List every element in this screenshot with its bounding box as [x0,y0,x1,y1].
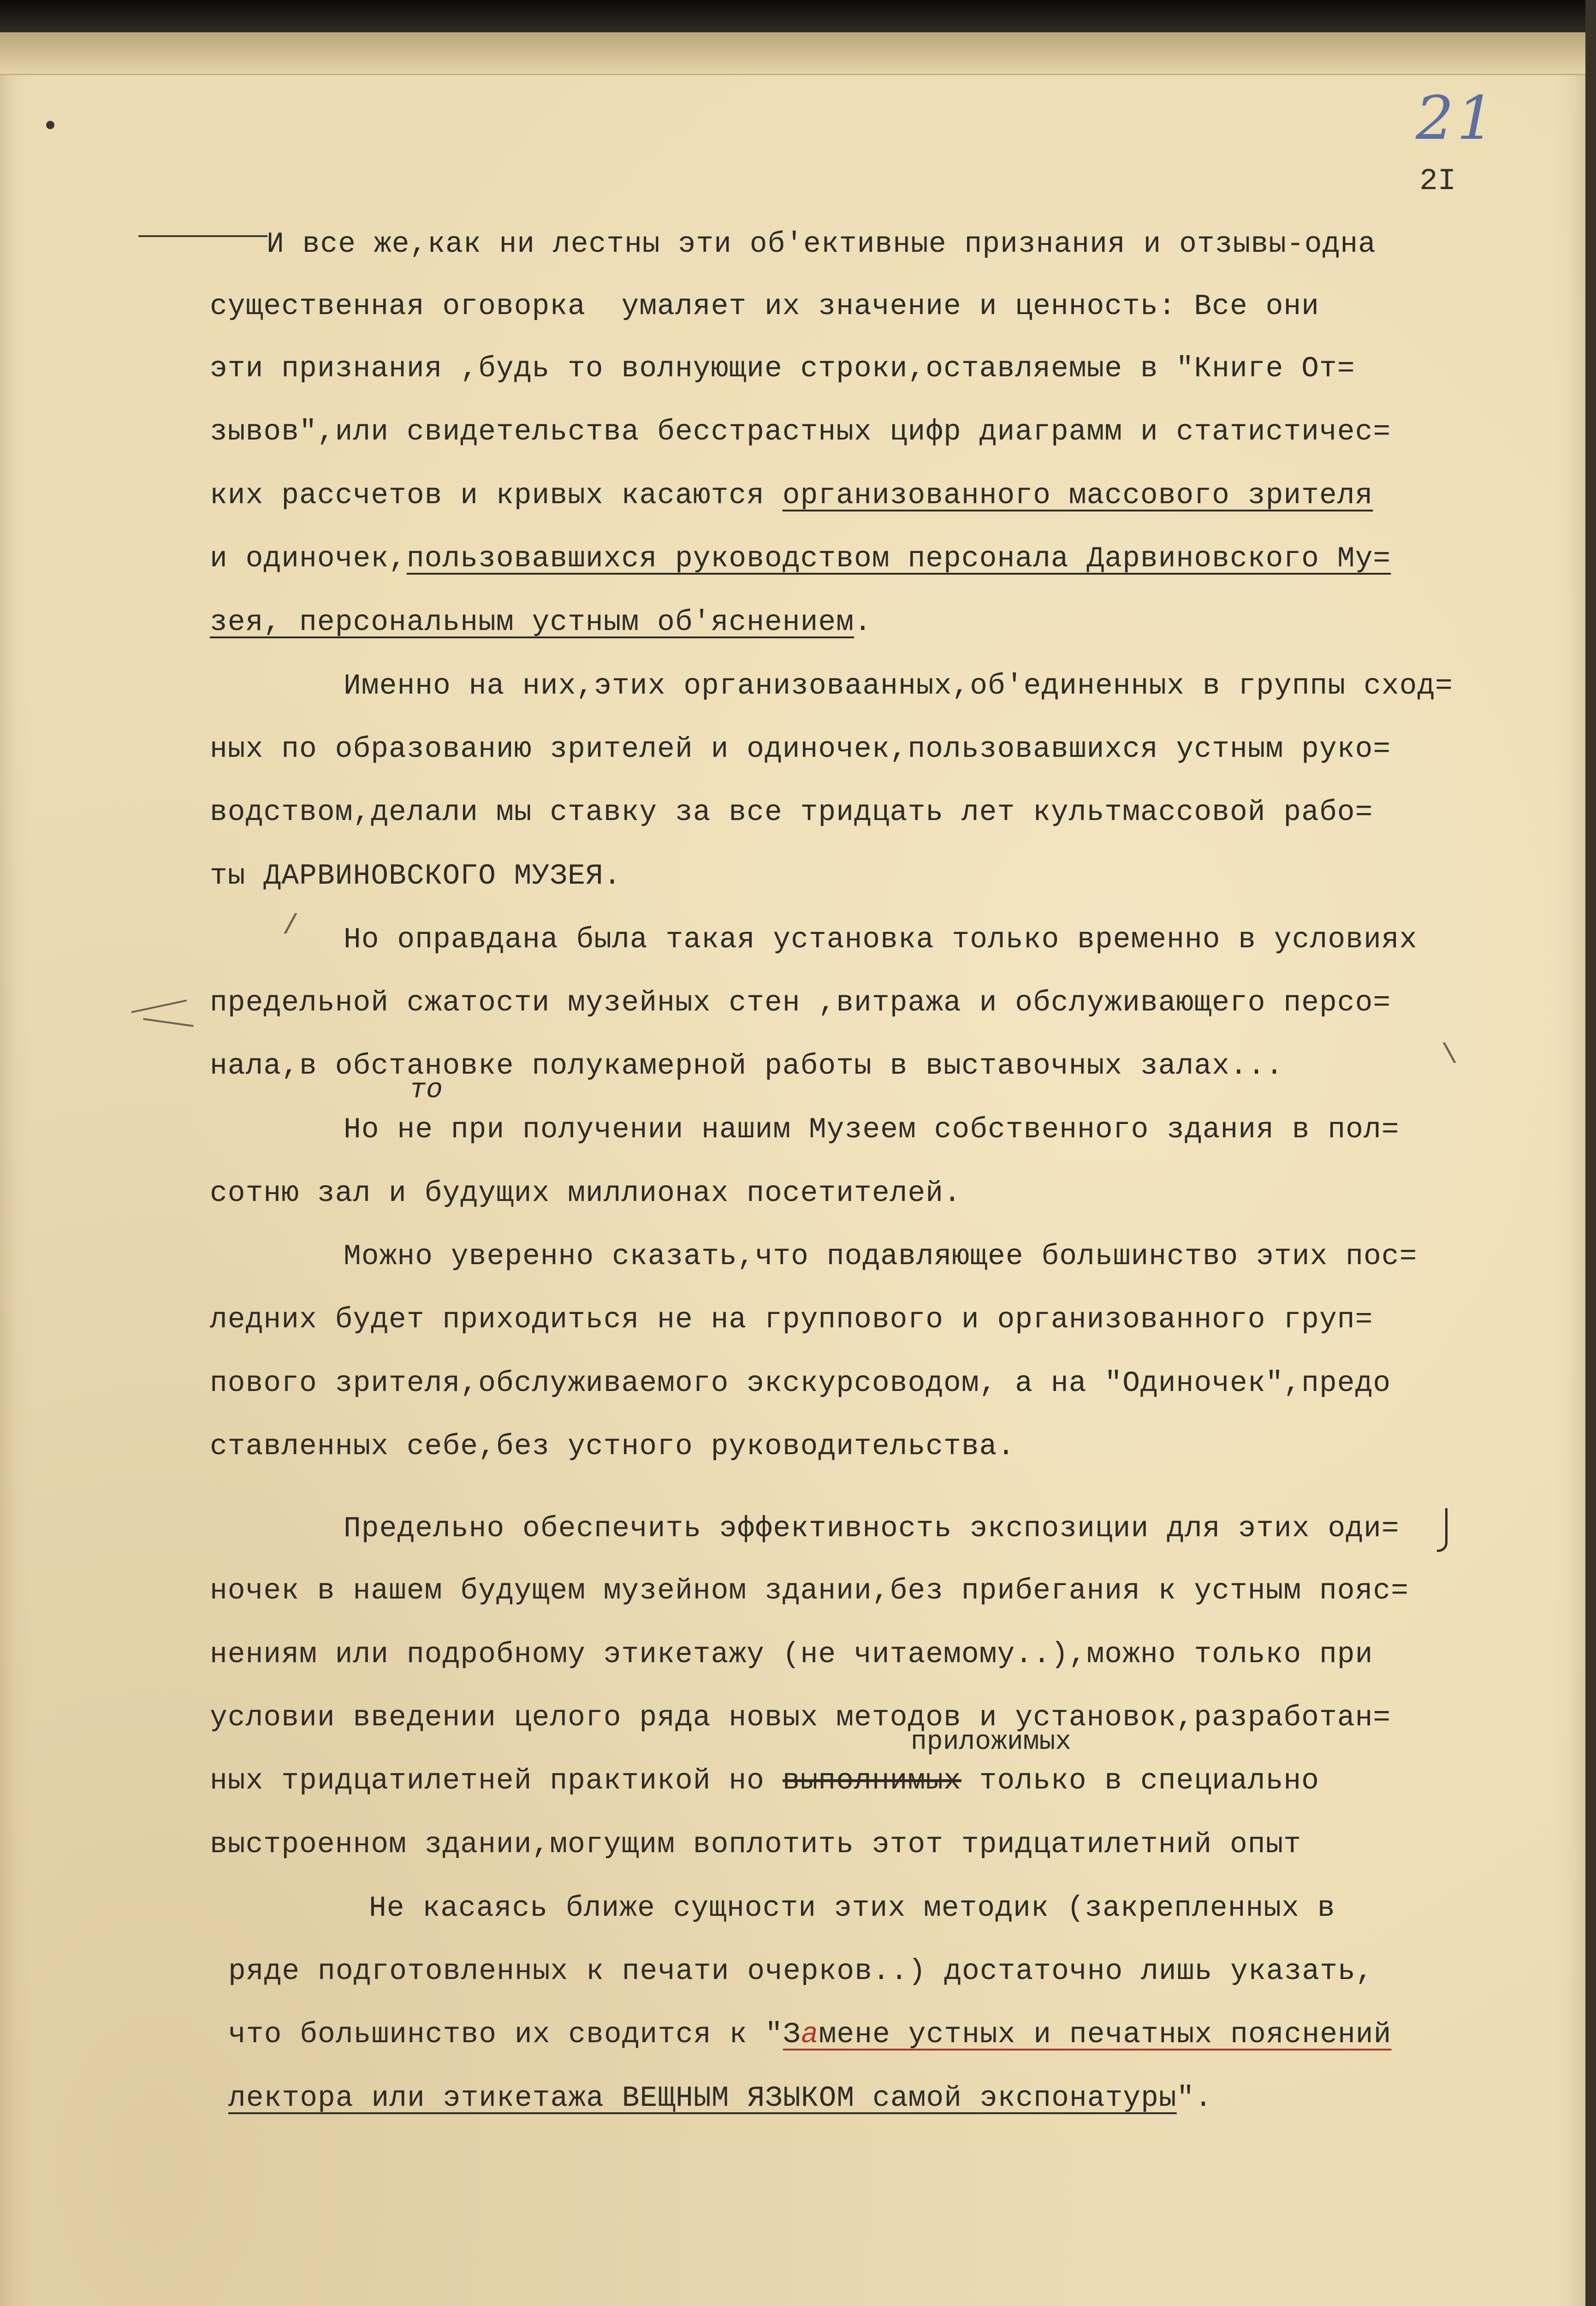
text-segment: И все же,как ни лестны эти об'ективные признания и отзывы-одна [267,228,1376,261]
text-segment: водством,делали мы ставку за все тридцать лет культмассовой рабо= [210,796,1373,829]
text-segment: Предельно обеспечить эффективность экспозиции для этих оди= [344,1512,1400,1545]
text-line [210,794,1373,831]
text-segment: выстроенном здании,могущим воплотить этот тридцатилетний опыт [210,1828,1302,1861]
text-segment: ночек в нашем будущем музейном здании,без прибегания к устным пояс= [210,1575,1409,1607]
text-segment: ных тридцатилетней практикой но [210,1765,783,1797]
text-segment: эти признания ,будь то волнующие строки,оставляемые в "Книге От= [210,352,1355,385]
text-segment: пользовавшихся руководством персонала Дарвиновского Му= [406,542,1391,575]
text-segment: ледних будет приходиться не на группового и организованного груп= [210,1303,1373,1336]
margin-tick: / [282,911,299,942]
text-line [210,351,1355,387]
insertion-to: то [409,1075,443,1106]
page-right-edge [1585,0,1596,2306]
text-line [228,1953,1374,1990]
text-segment: З [783,2018,801,2051]
text-line [210,541,1391,577]
text-line [210,731,1391,768]
text-segment: ставленных себе,без устного руководительства. [210,1430,1015,1463]
text-line [210,1048,1283,1085]
text-segment: организованного массового зрителя [782,479,1373,512]
text-segment: ". [1176,2082,1213,2115]
text-line [344,921,1417,958]
typed-page-number: 2I [1419,164,1456,198]
text-segment: существенная оговорка умаляет их значение и ценность: Все они [210,290,1319,323]
text-segment: нала,в обстановке полукамерной работы в выставочных залах... [210,1050,1284,1082]
handwritten-page-number: 21 [1416,83,1498,153]
text-line [210,288,1319,325]
text-line [210,1365,1391,1402]
text-line [210,1636,1373,1673]
text-segment: только в специально [961,1765,1319,1797]
text-segment: мене устных и печатных пояснений [819,2018,1392,2051]
text-line [210,1700,1391,1736]
text-segment: ких рассчетов и кривых касаются [210,479,783,512]
text-segment: Но оправдана была такая установка только временно в условиях [344,923,1418,956]
text-line [210,1763,1319,1800]
text-segment: зывов",или свидетельства бесстрастных цифр диаграмм и статистичес= [210,416,1391,448]
text-line [210,1573,1409,1610]
text-line [344,1238,1417,1275]
text-segment: выполнимых [782,1765,961,1797]
text-line [344,1111,1400,1148]
text-segment: ты ДАРВИНОВСКОГО МУЗЕЯ. [210,860,622,892]
text-line [210,1302,1373,1338]
text-segment: зея, персональным устным об'яснением [210,606,854,639]
text-segment: Но не при получении нашим Музеем собственного здания в пол= [344,1113,1400,1146]
margin-tick: \ [1441,1040,1458,1071]
text-line [210,1428,1015,1465]
insertion-bracket [1437,1508,1448,1552]
text-segment: что большинство их сводится к " [228,2018,783,2051]
text-segment: лектора или этикетажа ВЕЩНЫМ ЯЗЫКОМ самой экспонатуры [228,2082,1177,2115]
text-segment: а [801,2018,819,2051]
insertion-prilozhimykh: приложимых [911,1727,1072,1757]
text-segment: пового зрителя,обслуживаемого экскурсоводом, а на "Одиночек",предо [210,1367,1391,1400]
text-line [210,414,1391,451]
text-line [267,226,1376,263]
text-segment: . [854,606,872,639]
text-segment: Можно уверенно сказать,что подавляющее большинство этих пос= [344,1240,1418,1273]
text-line [210,477,1373,514]
margin-rule [138,235,267,237]
text-line [344,1510,1400,1547]
text-segment: предельной сжатости музейных стен ,витража и обслуживающего персо= [210,987,1391,1019]
text-line [210,1175,961,1212]
text-segment: нениям или подробному этикетажу (не читаемому..),можно только при [210,1638,1373,1671]
punch-hole [46,121,54,129]
text-line [210,858,622,895]
text-segment: и одиночек, [210,542,407,575]
text-line [228,2080,1212,2117]
text-line [344,668,1453,705]
text-line [369,1890,1335,1927]
text-segment: Именно на них,этих организоваанных,об'единенных в группы сход= [344,670,1453,702]
text-line [210,985,1391,1022]
text-line [228,2016,1391,2053]
text-segment: Не касаясь ближе сущности этих методик (закрепленных в [369,1892,1335,1925]
text-line [210,1826,1301,1863]
text-segment: ряде подготовленных к печати очерков..) достаточно лишь указать, [228,1955,1374,1988]
text-line [210,604,872,641]
page-top-edge [0,32,1585,75]
text-segment: сотню зал и будущих миллионах посетителей. [210,1177,961,1210]
text-segment: условии введении целого ряда новых методов и установок,разработан= [210,1701,1391,1734]
text-segment: ных по образованию зрителей и одиночек,пользовавшихся устным руко= [210,733,1391,766]
